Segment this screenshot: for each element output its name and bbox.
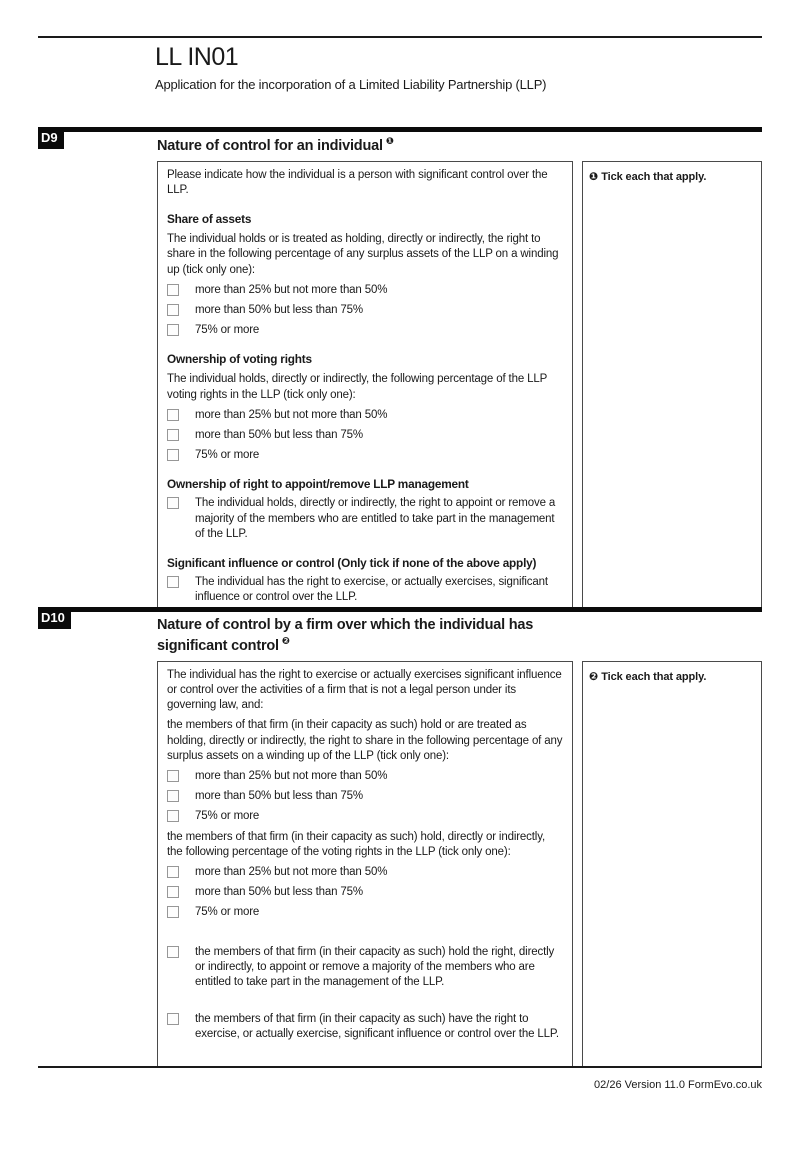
d9-appoint-option-row — [167, 496, 563, 542]
section-d10-bar — [38, 607, 762, 625]
d10-voting-checkbox-75-plus[interactable] — [167, 906, 179, 918]
d9-appoint-checkbox[interactable] — [167, 497, 179, 509]
d10-voting-option-label: more than 50% but less than 75% — [195, 886, 363, 899]
d9-share-option-label: more than 25% but not more than 50% — [195, 283, 388, 296]
section-d9-title-text: Nature of control for an individual — [157, 137, 383, 154]
d10-content-box — [157, 661, 573, 1066]
d9-voting-option-row — [167, 448, 563, 463]
d9-share-checkbox-50-75[interactable] — [167, 304, 179, 316]
d9-content-box — [157, 161, 573, 607]
d9-influence-option-label: The individual has the right to exercise, or actually exercises, significant influence or control over the LLP. — [195, 576, 548, 604]
d10-assets-body: the members of that firm (in their capacity as such) hold or are treated as holding, directly or indirectly, the right to share in the following percentage of any surplus assets on a winding up of the LLP (tick only one): — [167, 719, 563, 762]
d10-voting-option-row — [167, 905, 563, 920]
d9-voting-option-label: more than 25% but not more than 50% — [195, 408, 388, 421]
form-title: Application for the incorporation of a Limited Liability Partnership (LLP) — [155, 76, 547, 92]
d10-voting-option-label: 75% or more — [195, 906, 260, 919]
d9-influence-checkbox[interactable] — [167, 576, 179, 588]
d10-appoint-checkbox[interactable] — [167, 946, 179, 958]
d9-share-heading: Share of assets — [167, 212, 252, 227]
d9-voting-option-label: 75% or more — [195, 449, 260, 462]
section-d10-title-text: Nature of control by a firm over which the individual has significant control — [157, 616, 534, 654]
d10-appoint-option-row — [167, 945, 563, 991]
top-rule — [38, 36, 762, 38]
d10-voting-checkbox-50-75[interactable] — [167, 886, 179, 898]
d10-voting-body: the members of that firm (in their capacity as such) hold, directly or indirectly, the following percentage of the voting rights in the LLP (tick only one): — [167, 830, 545, 858]
d9-note-box — [582, 161, 762, 607]
d10-assets-option-row — [167, 809, 563, 824]
section-d9-label: D9 — [38, 127, 64, 149]
d10-note — [589, 670, 755, 684]
d10-assets-checkbox-75-plus[interactable] — [167, 810, 179, 822]
d10-assets-option-label: more than 25% but not more than 50% — [195, 769, 388, 782]
d9-voting-checkbox-25-50[interactable] — [167, 409, 179, 421]
d9-share-body: The individual holds or is treated as holding, directly or indirectly, the right to share in the following percentage of any surplus assets of the LLP on a winding up (tick only one): — [167, 233, 559, 276]
d9-influence-option-row — [167, 575, 563, 605]
d10-assets-checkbox-50-75[interactable] — [167, 790, 179, 802]
d9-share-checkbox-25-50[interactable] — [167, 284, 179, 296]
form-header — [155, 43, 762, 92]
page-footer: 02/26 Version 11.0 FormEvo.co.uk — [594, 1078, 762, 1091]
d10-voting-option-row — [167, 865, 563, 880]
d9-appoint-option-label: The individual holds, directly or indirectly, the right to appoint or remove a majority of the members who are entitled to take part in the management of the LLP. — [195, 497, 556, 540]
d9-note-ref-icon: ❶ — [589, 170, 599, 183]
d10-voting-option-row — [167, 885, 563, 900]
d9-share-option-row — [167, 303, 563, 318]
d10-note-box — [582, 661, 762, 1066]
d10-influence-option-label: the members of that firm (in their capacity as such) have the right to exercise, or actually exercise, significant influence or control over the LLP. — [195, 1013, 559, 1041]
d9-voting-option-label: more than 50% but less than 75% — [195, 428, 363, 441]
d9-voting-checkbox-75-plus[interactable] — [167, 449, 179, 461]
section-d9-bar — [38, 127, 762, 145]
d9-note-ref-superscript: ❶ — [385, 135, 394, 147]
d9-voting-checkbox-50-75[interactable] — [167, 429, 179, 441]
d9-voting-option-row — [167, 428, 563, 443]
d10-appoint-option-label: the members of that firm (in their capacity as such) hold the right, directly or indirectly, to appoint or remove a majority of the members who are entitled to take part in the management of the LLP. — [195, 945, 555, 988]
d10-note-ref-superscript: ❷ — [281, 635, 290, 647]
d10-assets-option-label: 75% or more — [195, 810, 260, 823]
section-d10-body — [157, 661, 762, 1066]
d9-note-text: Tick each that apply. — [601, 170, 707, 183]
d9-voting-body: The individual holds, directly or indirectly, the following percentage of the LLP voting rights in the LLP (tick only one): — [167, 373, 547, 401]
d9-share-option-label: 75% or more — [195, 324, 260, 337]
form-code: LL IN01 — [155, 43, 239, 71]
d9-share-option-label: more than 50% but less than 75% — [195, 303, 363, 316]
d10-influence-option-row — [167, 1012, 563, 1042]
d10-intro: The individual has the right to exercise or actually exercises significant influence or control over the activities of a firm that is not a legal person under its governing law, and: — [167, 668, 562, 712]
section-d9-body — [157, 161, 762, 607]
d10-voting-option-label: more than 25% but not more than 50% — [195, 865, 388, 878]
d10-assets-checkbox-25-50[interactable] — [167, 770, 179, 782]
d10-assets-option-label: more than 50% but less than 75% — [195, 790, 363, 803]
d10-note-ref-icon: ❷ — [589, 670, 599, 683]
d9-influence-heading: Significant influence or control (Only tick if none of the above apply) — [167, 556, 537, 570]
d9-share-checkbox-75-plus[interactable] — [167, 324, 179, 336]
d10-assets-option-row — [167, 789, 563, 804]
d10-assets-option-row — [167, 769, 563, 784]
d9-share-option-row — [167, 283, 563, 298]
d9-voting-heading: Ownership of voting rights — [167, 352, 312, 367]
bottom-rule — [38, 1066, 762, 1068]
d9-voting-option-row — [167, 408, 563, 423]
d9-share-option-row — [167, 323, 563, 338]
d9-intro: Please indicate how the individual is a person with significant control over the LLP. — [167, 168, 548, 196]
d9-appoint-heading: Ownership of right to appoint/remove LLP management — [167, 477, 469, 492]
d10-influence-checkbox[interactable] — [167, 1013, 179, 1025]
d10-note-text: Tick each that apply. — [601, 670, 707, 683]
section-d9-head — [157, 135, 762, 156]
d10-voting-checkbox-25-50[interactable] — [167, 866, 179, 878]
d9-note — [589, 170, 755, 184]
form-page — [0, 36, 800, 1166]
section-d10-head — [157, 615, 762, 656]
section-d10-title — [157, 615, 581, 656]
section-d10-label: D10 — [38, 607, 71, 629]
section-d9-title — [157, 135, 581, 156]
